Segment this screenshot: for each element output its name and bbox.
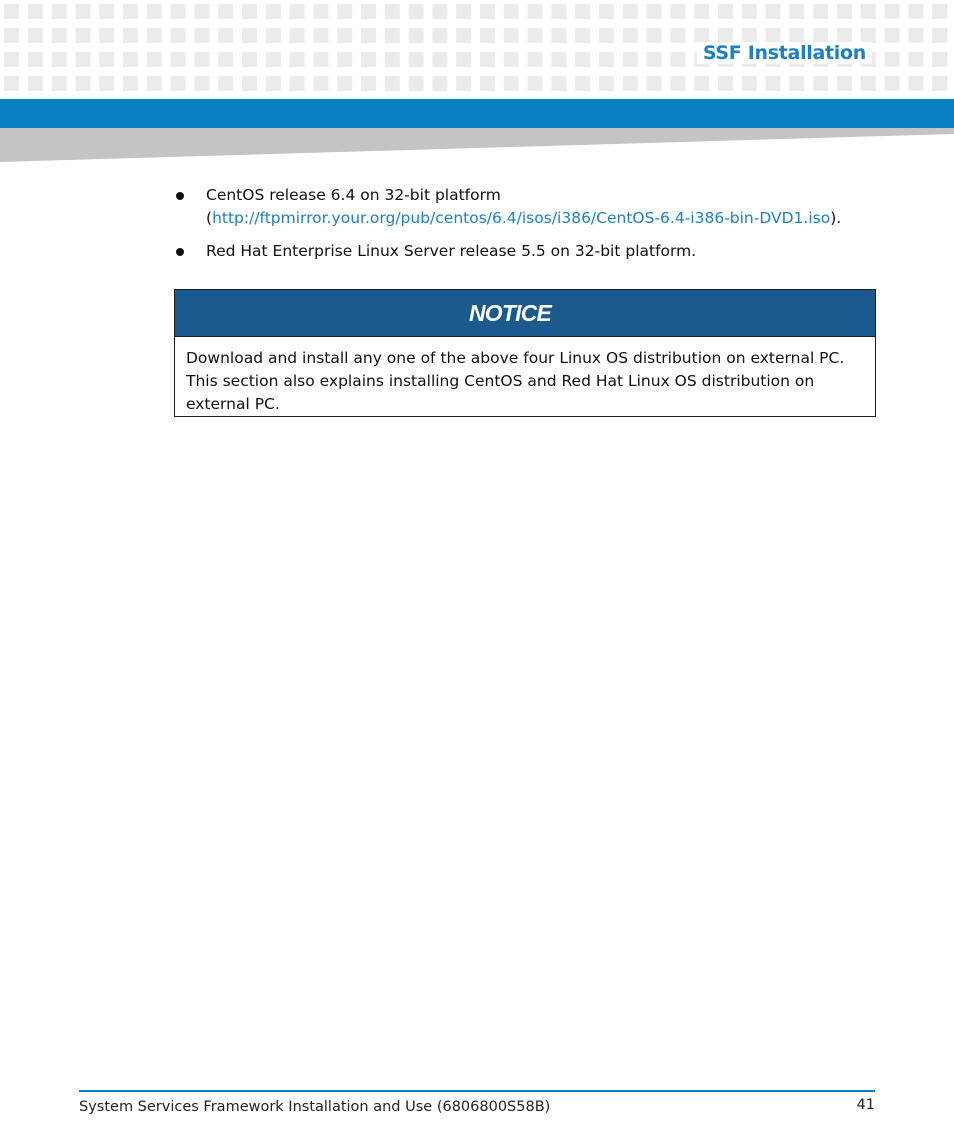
notice-body: Download and install any one of the above four Linux OS distribution on external PC. This section also explains installing CentOS and Red Hat Linux OS distribution on external PC. [186,349,845,413]
main-content [174,184,876,273]
footer-document-title: System Services Framework Installation and Use (6806800S58B) [79,1099,551,1115]
notice-header [175,290,875,337]
bullet-icon [176,248,184,256]
list-item-text: CentOS release 6.4 on 32-bit platform [206,186,501,204]
bullet-icon [176,192,184,200]
os-list [174,184,876,263]
header-wedge [0,128,954,164]
paren-open: ( [206,209,213,227]
list-item [174,184,876,230]
section-title: SSF Installation [697,42,872,64]
header-band [0,99,954,128]
page-number: 41 [856,1097,875,1113]
notice-title: NOTICE [468,299,552,326]
list-item-text: Red Hat Enterprise Linux Server release 5.5 on 32-bit platform. [206,242,697,260]
list-item [174,240,876,263]
centos-download-link[interactable]: http://ftpmirror.your.org/pub/centos/6.4/isos/i386/CentOS-6.4-i386-bin-DVD1.iso [212,209,831,227]
notice-box [174,289,876,417]
paren-close: ). [830,209,842,227]
footer-divider [79,1090,875,1092]
